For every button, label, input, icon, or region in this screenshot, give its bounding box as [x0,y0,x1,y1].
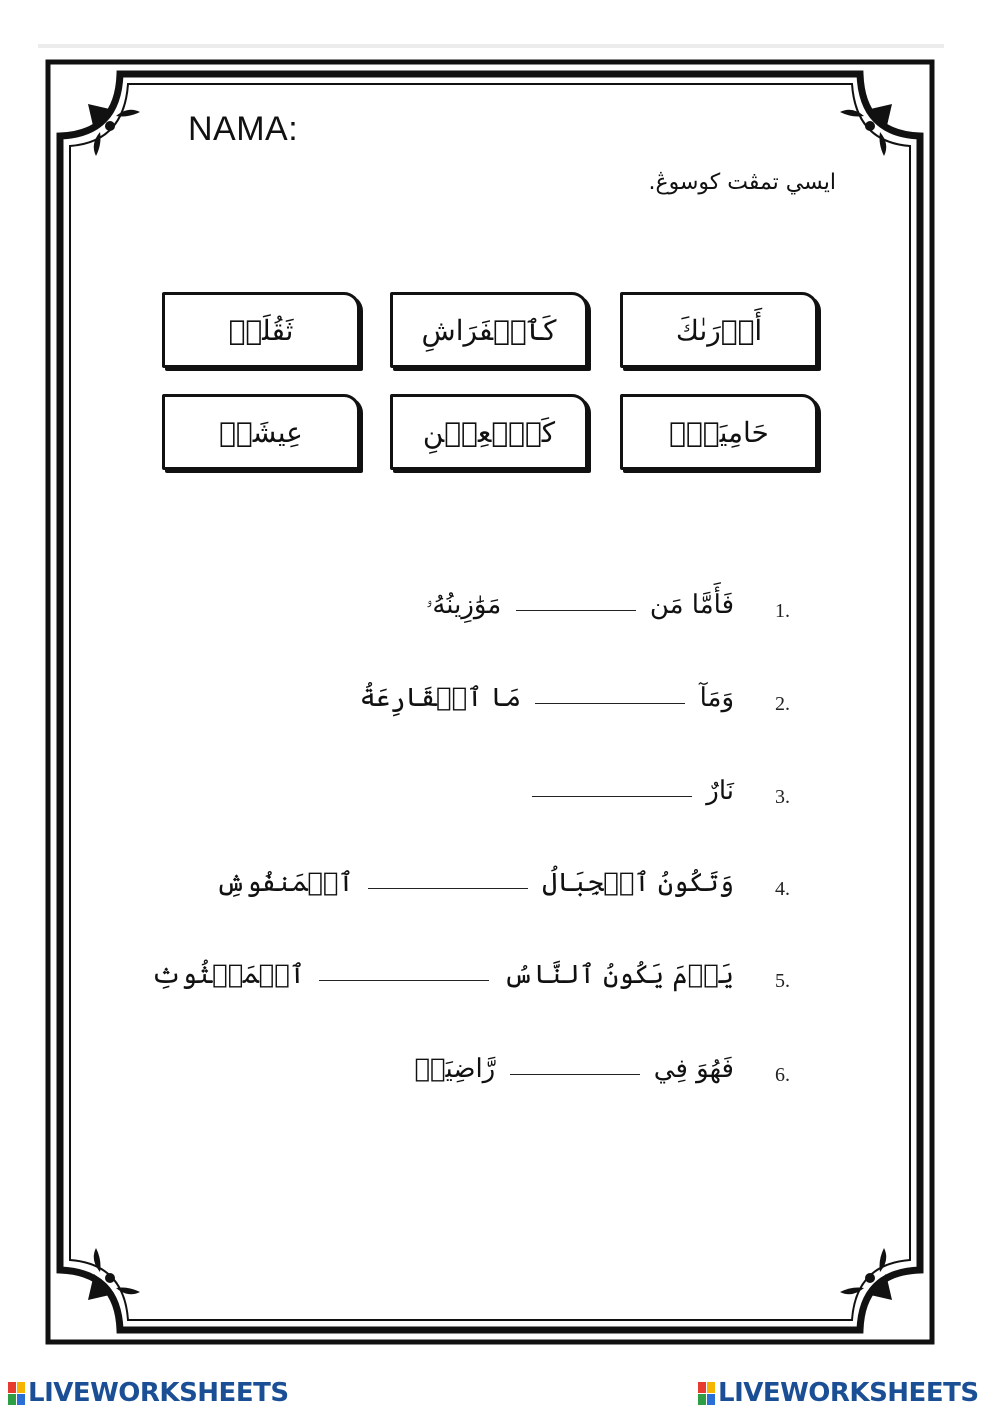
question-4 [215,868,790,918]
liveworksheets-logo-left [8,1378,289,1408]
logo-text: LIVEWORKSHEETS [28,1378,289,1408]
verse-after: رَّاضِيَةٖ [414,1054,496,1084]
instruction-text: ايسي تمڤت كوسوڠ. [648,170,836,195]
question-number: 4. [775,878,790,900]
question-number: 2. [775,693,790,715]
verse-before: وَمَآ [699,683,734,713]
question-5 [151,960,790,1010]
word-box-2[interactable]: كَٱلۡفَرَاشِ [390,292,588,368]
question-number: 1. [775,600,790,622]
name-label: NAMA: [188,110,299,148]
question-number: 6. [775,1064,790,1086]
answer-blank-4[interactable] [368,887,528,889]
logo-text: LIVEWORKSHEETS [718,1378,979,1408]
question-1 [250,590,790,640]
answer-blank-5[interactable] [319,979,489,981]
question-2 [250,683,790,733]
verse-before: وَتَكُونُ ٱلۡجِبَالُ [542,868,734,898]
verse-after: مَوَٰزِينُهُۥ [425,590,502,620]
answer-blank-2[interactable] [535,702,685,704]
word-box-5[interactable]: كَٱلۡعِهۡنِ [390,394,588,470]
logo-mark-icon [8,1382,25,1405]
question-number: 3. [775,786,790,808]
verse-before: فَهُوَ فِي [653,1054,734,1084]
answer-blank-1[interactable] [516,609,636,611]
verse-before: يَوۡمَ يَكُونُ ٱلنَّاسُ [503,960,734,990]
answer-blank-3[interactable] [532,795,692,797]
logo-mark-icon [698,1382,715,1405]
word-box-1[interactable]: أَدۡرَىٰكَ [620,292,818,368]
verse-after: مَا ٱلۡقَارِعَةُ [359,683,522,713]
verse-before: فَأَمَّا مَن [649,590,734,620]
verse-after: ٱلۡمَنفُوشِ [215,868,354,898]
answer-blank-6[interactable] [510,1073,640,1075]
verse-after: ٱلۡمَبۡثُوثِ [151,960,305,990]
question-number: 5. [775,970,790,992]
question-6 [250,1054,790,1104]
word-box-4[interactable]: حَامِيَةُۢ [620,394,818,470]
word-box-3[interactable]: ثَقُلَتۡ [162,292,360,368]
liveworksheets-logo-right [698,1378,979,1408]
verse-before: نَارٌ [706,776,734,806]
word-box-6[interactable]: عِيشَةٖ [162,394,360,470]
question-3 [250,776,790,826]
